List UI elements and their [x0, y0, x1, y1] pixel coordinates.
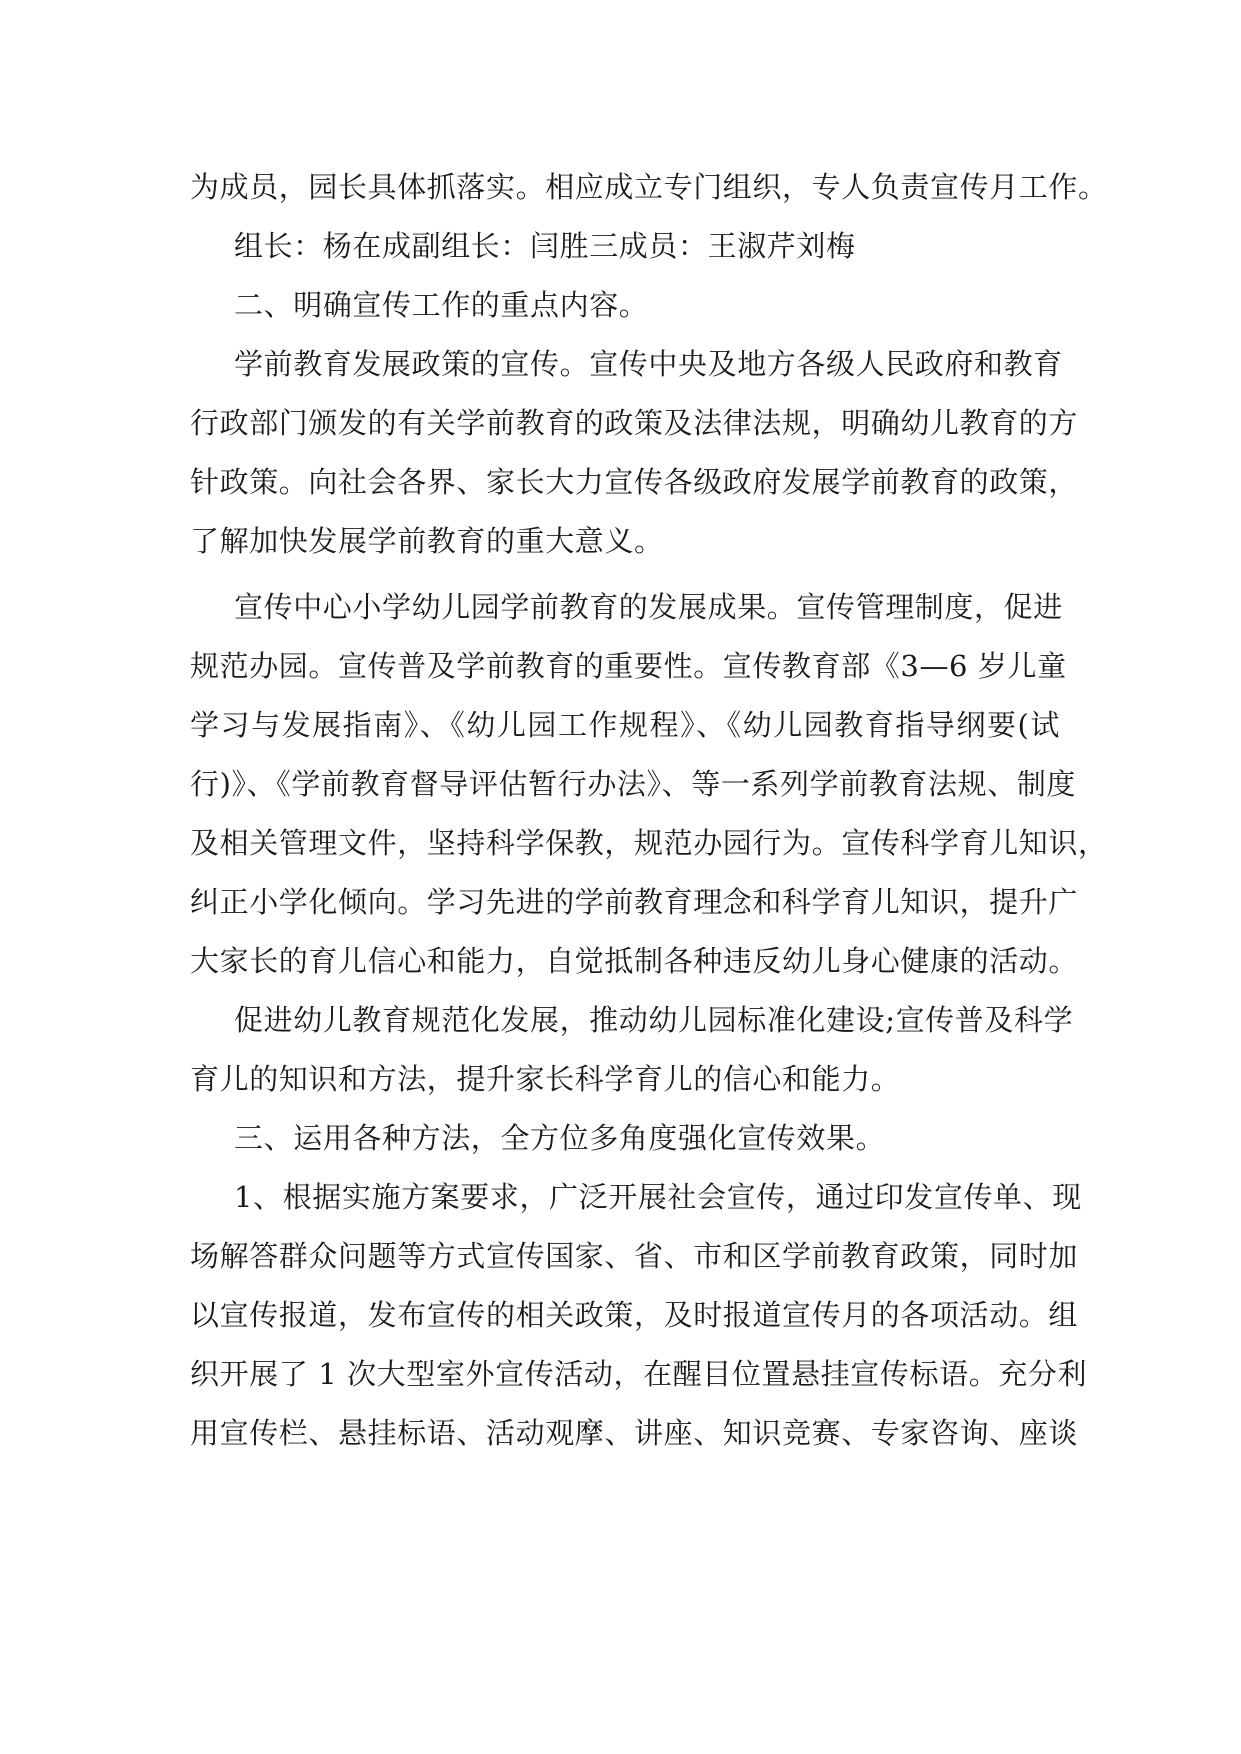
text-line: 为成员，园长具体抓落实。相应成立专门组织，专人负责宣传月工作。	[190, 170, 1108, 204]
text-line: 规范办园。宣传普及学前教育的重要性。宣传教育部《3—6 岁儿童	[190, 649, 1067, 683]
text-line: 了解加快发展学前教育的重大意义。	[190, 524, 664, 558]
document-body	[190, 158, 1108, 1463]
text-line: 宣传中心小学幼儿园学前教育的发展成果。宣传管理制度，促进	[234, 590, 1063, 624]
text-line: 用宣传栏、悬挂标语、活动观摩、讲座、知识竞赛、专家咨询、座谈	[190, 1416, 1079, 1450]
text-line: 纠正小学化倾向。学习先进的学前教育理念和科学育儿知识，提升广	[190, 885, 1079, 919]
text-line: 学前教育发展政策的宣传。宣传中央及地方各级人民政府和教育	[234, 347, 1063, 381]
text-line: 针政策。向社会各界、家长大力宣传各级政府发展学前教育的政策，	[190, 465, 1079, 499]
text-line: 促进幼儿教育规范化发展，推动幼儿园标准化建设;宣传普及科学	[234, 1003, 1074, 1037]
text-line: 学习与发展指南》、《幼儿园工作规程》、《幼儿园教育指导纲要(试	[190, 708, 1060, 742]
text-line: 大家长的育儿信心和能力，自觉抵制各种违反幼儿身心健康的活动。	[190, 944, 1079, 978]
text-line: 二、明确宣传工作的重点内容。	[234, 288, 649, 322]
text-line: 1、根据实施方案要求，广泛开展社会宣传，通过印发宣传单、现	[234, 1180, 1082, 1214]
text-line: 组长：杨在成副组长：闫胜三成员：王淑芹刘梅	[234, 229, 856, 263]
text-line: 行)》、《学前教育督导评估暂行办法》、等一系列学前教育法规、制度	[190, 767, 1077, 801]
text-line: 场解答群众问题等方式宣传国家、省、市和区学前教育政策，同时加	[190, 1239, 1079, 1273]
text-line: 以宣传报道，发布宣传的相关政策，及时报道宣传月的各项活动。组	[190, 1298, 1079, 1332]
text-line: 及相关管理文件，坚持科学保教，规范办园行为。宣传科学育儿知识，	[190, 826, 1108, 860]
text-line: 行政部门颁发的有关学前教育的政策及法律法规，明确幼儿教育的方	[190, 406, 1079, 440]
text-line: 育儿的知识和方法，提升家长科学育儿的信心和能力。	[190, 1062, 901, 1096]
text-line: 三、运用各种方法，全方位多角度强化宣传效果。	[234, 1121, 886, 1155]
text-line: 织开展了 1 次大型室外宣传活动，在醒目位置悬挂宣传标语。充分利	[190, 1357, 1088, 1391]
